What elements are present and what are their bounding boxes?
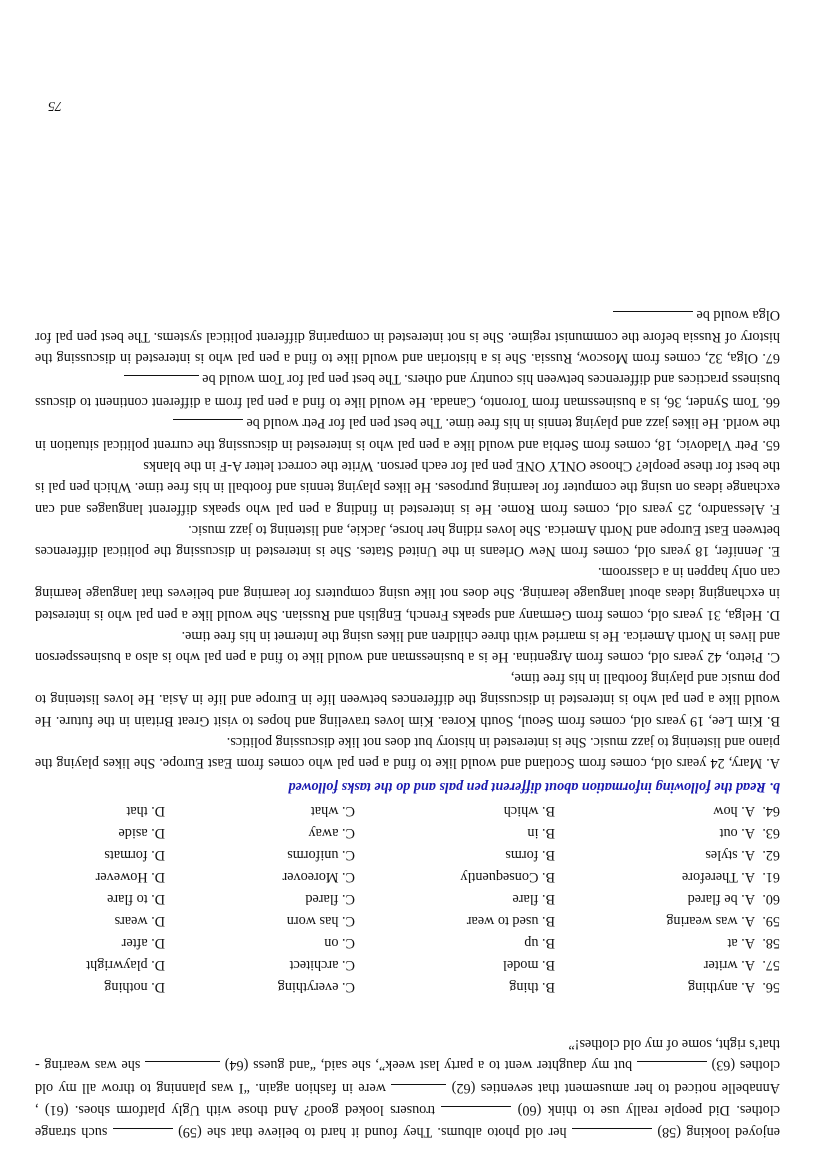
blank-59[interactable]	[113, 1128, 173, 1143]
option-num: 63.	[762, 825, 780, 841]
answer-67-blank[interactable]	[613, 311, 693, 326]
option-d[interactable]: D. to flare	[107, 891, 165, 907]
option-num: 61.	[762, 869, 780, 885]
blank-58[interactable]	[572, 1128, 652, 1143]
option-row-58	[35, 929, 780, 951]
passage-seg3: such strange clothes. Did people really use to think (60)	[34, 1101, 780, 1140]
pen-pal-profiles	[35, 304, 780, 773]
option-row-64	[35, 797, 780, 819]
question-66	[35, 368, 780, 411]
profile-d: D. Helga, 31 years old, comes from Germany and speaks French, English and Russian. She would like a pen pal who is interested in exchanging ideas about language learning. She does not like using computers for learning and believes that language learning can only happen in a classroom.	[35, 564, 780, 623]
option-d[interactable]: D. after	[121, 935, 165, 951]
option-a[interactable]: A. Therefore	[681, 869, 755, 885]
option-a[interactable]: A. was wearing	[666, 913, 755, 929]
blank-64[interactable]	[145, 1061, 220, 1076]
option-c[interactable]: C. flared	[305, 891, 355, 907]
option-d[interactable]: D. wears	[114, 913, 165, 929]
option-a[interactable]: A. styles	[705, 847, 755, 863]
option-c[interactable]: C. has worn	[286, 913, 355, 929]
passage-seg1: enjoyed looking (58)	[657, 1124, 780, 1140]
option-num: 59.	[762, 913, 780, 929]
option-row-63	[35, 819, 780, 841]
passage-seg4: trousers looked good? And those with Ugly platform shoes. (61) , Annabelle noticed to her amusement that seventies (62)	[34, 1079, 780, 1118]
passage-seg2: her old photo albums. They found it hard to believe that she (59)	[178, 1124, 567, 1140]
option-row-62	[35, 841, 780, 863]
passage-seg7: she was wearing - that’s right, some of my old clothes!”	[35, 1036, 780, 1074]
option-num: 64.	[762, 803, 780, 819]
question-65	[35, 412, 780, 455]
option-c[interactable]: C. away	[308, 825, 355, 841]
option-num: 58.	[762, 935, 780, 951]
option-d[interactable]: D. playwright	[86, 957, 165, 973]
option-row-59	[35, 907, 780, 929]
option-d[interactable]: D. that	[126, 803, 165, 819]
option-d[interactable]: D. formats	[104, 847, 165, 863]
section-b-heading: b. Read the following information about different pen pals and do the tasks followed	[288, 779, 780, 795]
blank-63[interactable]	[637, 1061, 707, 1076]
option-a[interactable]: A. be flared	[687, 891, 755, 907]
option-num: 60.	[762, 891, 780, 907]
option-b[interactable]: B. used to wear	[466, 913, 555, 929]
option-row-60	[35, 885, 780, 907]
option-num: 62.	[762, 847, 780, 863]
profile-c: C. Pietro, 42 years old, comes from Argentina. He is a businessman and would like to find a pen pal who is also a businessperson and lives in North America. He is married with three children and likes using the Internet in his free time.	[35, 627, 780, 665]
passage-seg6: but my daughter went to a party last week”, she said, “and guess (64)	[224, 1057, 633, 1074]
option-b[interactable]: B. up	[524, 935, 555, 951]
option-row-56	[35, 973, 780, 995]
option-num: 57.	[762, 957, 780, 973]
option-d[interactable]: D. aside	[118, 825, 165, 841]
option-c[interactable]: C. everything	[277, 979, 355, 995]
option-a[interactable]: A. at	[727, 935, 755, 951]
option-d[interactable]: D. However	[95, 869, 165, 885]
answer-65-blank[interactable]	[173, 419, 243, 434]
option-c[interactable]: C. architect	[289, 957, 355, 973]
option-b[interactable]: B. thing	[509, 979, 555, 995]
option-a[interactable]: A. how	[713, 803, 755, 819]
option-c[interactable]: C. on	[324, 935, 355, 951]
option-b[interactable]: B. in	[527, 825, 555, 841]
option-num: 56.	[762, 979, 780, 995]
profile-b: B. Kim Lee, 19 years old, comes from Seoul, South Korea. Kim loves traveling and hopes to visit Great Britain in the future. He would like a pen pal who is interested in discussing the differences between life in Europe and life in Asia. He loves listening to pop music and playing football in his free time,	[35, 670, 780, 729]
question-66-text: 66. Tom Synder, 36, is a businessman from Toronto, Canada. He would like to find a pen pal from a different continent to discuss business practices and differences between his country and others. The best pen pal for Tom would be	[35, 371, 780, 410]
passage-seg5: were in fashion again. “I was planning to throw all my old clothes (63)	[34, 1057, 780, 1096]
option-a[interactable]: A. anything	[688, 979, 755, 995]
profile-f: F. Alessandro, 25 years old, comes from Rome. He is interested in finding a pen pal who speaks different languages and can exchange ideas on using the computer for learning purposes. He likes playing tennis and football in his free time. Which pen pal is the best for these people? Choose ONLY ONE pen pal for each person. Write the correct letter A-F in the blanks	[35, 458, 780, 517]
cloze-passage	[35, 1033, 780, 1143]
option-c[interactable]: C. what	[310, 803, 355, 819]
question-67-text: 67. Olga, 32, comes from Moscow, Russia. She is a historian and would like to find a pen pal who is interested in discussing the history of Russia before the communist regime. She is not interested in comparing different political systems. The best pen pal for Olga would be	[35, 306, 780, 367]
option-c[interactable]: C. uniforms	[287, 847, 355, 863]
option-b[interactable]: B. Consequently	[460, 869, 555, 885]
answer-66-blank[interactable]	[124, 375, 199, 390]
option-d[interactable]: D. nothing	[104, 979, 165, 995]
option-b[interactable]: B. forms	[505, 847, 555, 863]
profile-e: E. Jennifer, 18 years old, comes from New Orleans in the United States. She is interested in discussing the political differences between East Europe and North America. She loves riding her horse, Jackie, and listening to jazz music.	[35, 521, 780, 559]
question-65-text: 65. Petr Vladovic, 18, comes from Serbia and would like a pen pal who is interested in discussing the current political situation in the world. He likes jazz and playing tennis in his free time. The best pen pal for Petr would be	[35, 414, 780, 453]
option-b[interactable]: B. model	[502, 957, 555, 973]
option-c[interactable]: C. Moreover	[282, 869, 355, 885]
option-b[interactable]: B. which	[503, 803, 555, 819]
option-b[interactable]: B. flare	[512, 891, 555, 907]
blank-60[interactable]	[441, 1106, 511, 1121]
option-row-61	[35, 863, 780, 885]
option-a[interactable]: A. writer	[703, 957, 755, 973]
blank-62[interactable]	[391, 1084, 446, 1099]
option-a[interactable]: A. out	[719, 825, 755, 841]
question-67	[35, 304, 780, 369]
option-row-57	[35, 951, 780, 973]
profile-a: A. Mary, 24 years old, comes from Scotland and would like to find a pen pal who comes from East Europe. She likes playing the piano and listening to jazz music. She is interested in history but does not like discussing politics.	[35, 733, 780, 771]
page-number: 75	[48, 98, 62, 113]
